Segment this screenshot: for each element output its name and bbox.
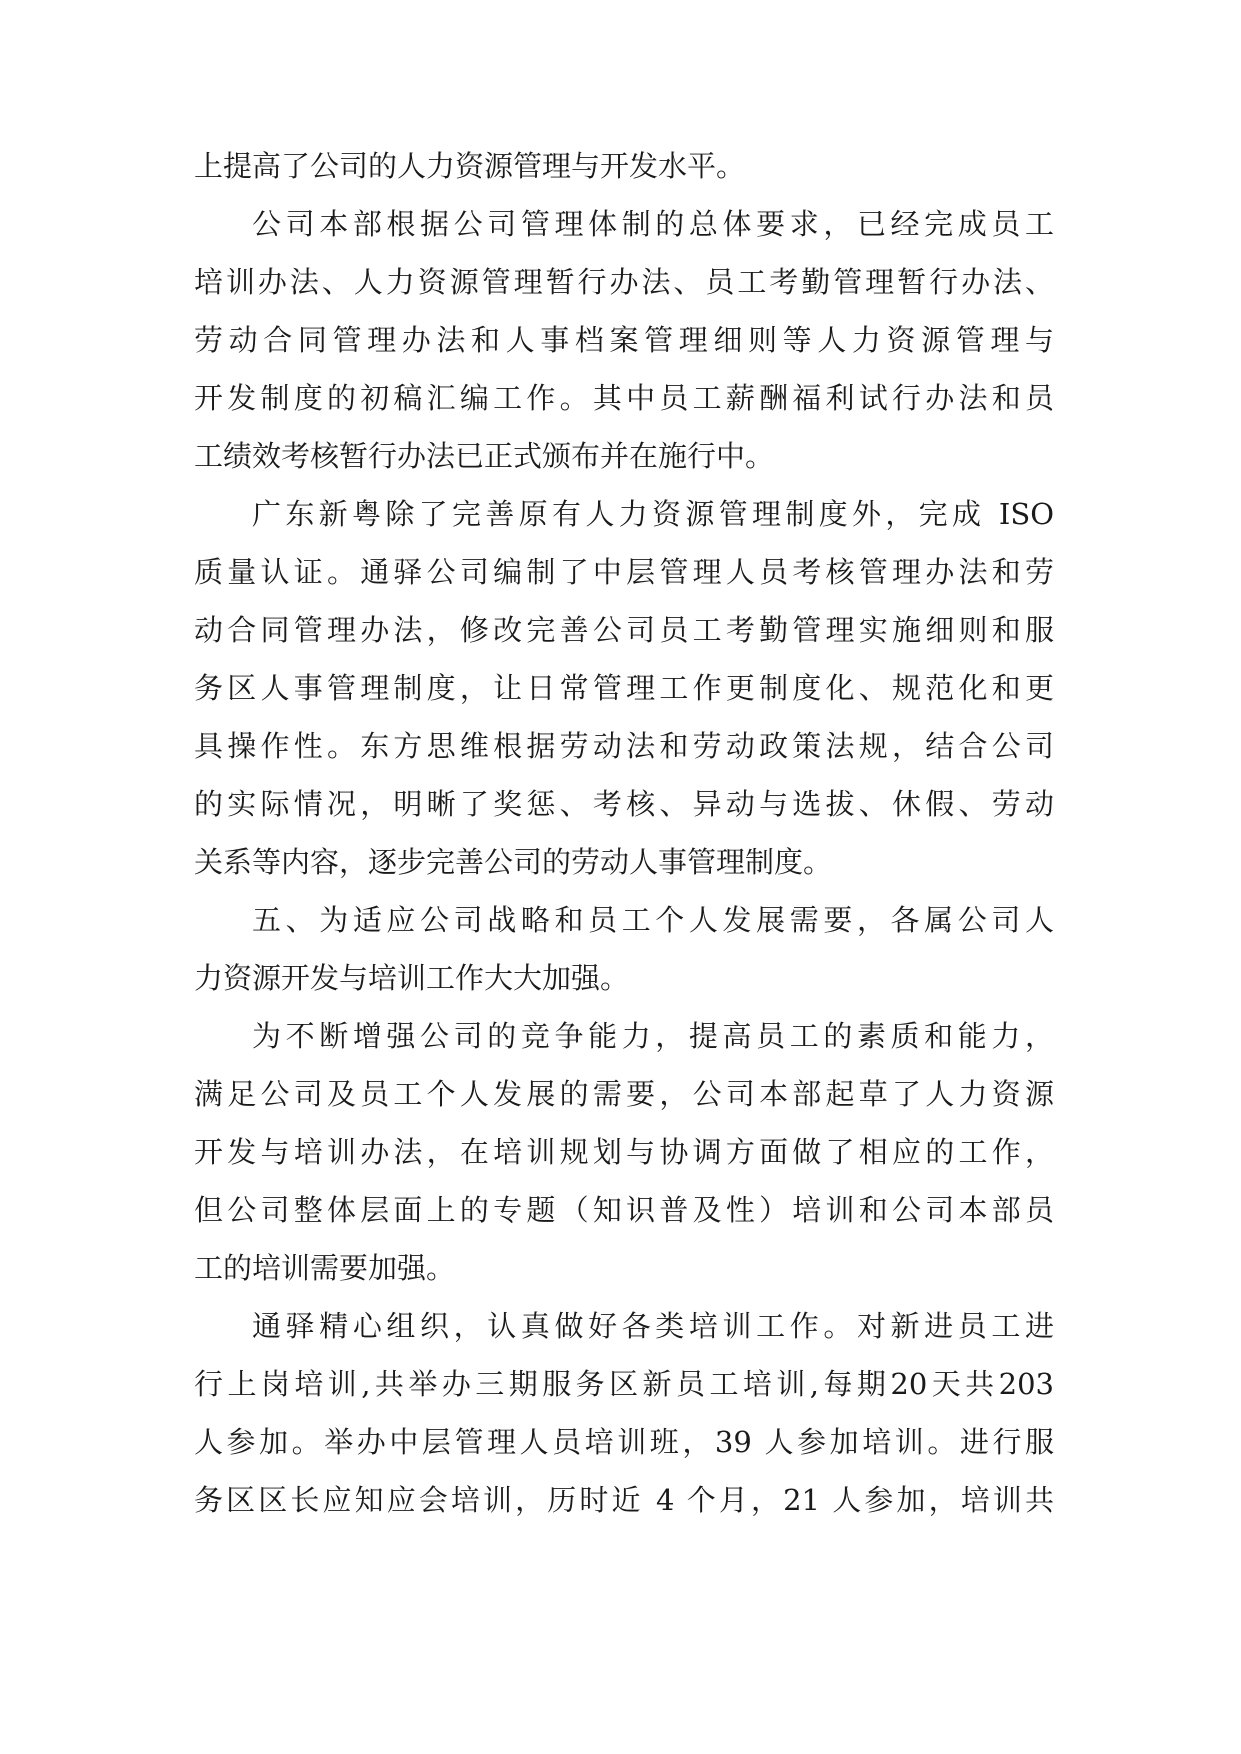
text-line: 工绩效考核暂行办法已正式颁布并在施行中。 bbox=[194, 439, 775, 473]
text-line: 务区人事管理制度，让日常管理工作更制度化、规范化和更 bbox=[194, 671, 1054, 705]
text-line: 五、为适应公司战略和员工个人发展需要，各属公司人 bbox=[252, 903, 1054, 937]
text-line: 开发制度的初稿汇编工作。其中员工薪酬福利试行办法和员 bbox=[194, 381, 1054, 415]
text-line: 培训办法、人力资源管理暂行办法、员工考勤管理暂行办法、 bbox=[194, 265, 1054, 299]
text-line: 通驿精心组织，认真做好各类培训工作。对新进员工进 bbox=[252, 1309, 1054, 1343]
text-line: 公司本部根据公司管理体制的总体要求，已经完成员工 bbox=[252, 207, 1054, 241]
text-line: 满足公司及员工个人发展的需要，公司本部起草了人力资源 bbox=[194, 1077, 1054, 1111]
text-line: 的实际情况，明晰了奖惩、考核、异动与选拔、休假、劳动 bbox=[194, 787, 1054, 821]
text-line: 力资源开发与培训工作大大加强。 bbox=[194, 961, 630, 995]
text-line: 为不断增强公司的竞争能力，提高员工的素质和能力， bbox=[252, 1019, 1054, 1053]
text-line: 质量认证。通驿公司编制了中层管理人员考核管理办法和劳 bbox=[194, 555, 1054, 589]
text-line: 上提高了公司的人力资源管理与开发水平。 bbox=[194, 149, 746, 183]
text-line: 但公司整体层面上的专题（知识普及性）培训和公司本部员 bbox=[194, 1193, 1054, 1227]
text-line: 具操作性。东方思维根据劳动法和劳动政策法规，结合公司 bbox=[194, 729, 1054, 763]
text-line: 开发与培训办法，在培训规划与协调方面做了相应的工作， bbox=[194, 1135, 1054, 1169]
text-line: 关系等内容，逐步完善公司的劳动人事管理制度。 bbox=[194, 845, 833, 879]
text-line: 动合同管理办法，修改完善公司员工考勤管理实施细则和服 bbox=[194, 613, 1054, 647]
text-line: 广东新粤除了完善原有人力资源管理制度外，完成 ISO bbox=[252, 497, 1054, 531]
text-line: 务区区长应知应会培训，历时近 4 个月，21 人参加，培训共 bbox=[194, 1483, 1054, 1517]
text-line: 劳动合同管理办法和人事档案管理细则等人力资源管理与 bbox=[194, 323, 1054, 357]
text-line: 人参加。举办中层管理人员培训班，39 人参加培训。进行服 bbox=[194, 1425, 1054, 1459]
text-line: 行上岗培训,共举办三期服务区新员工培训,每期20天共203 bbox=[194, 1367, 1054, 1401]
text-line: 工的培训需要加强。 bbox=[194, 1251, 456, 1285]
